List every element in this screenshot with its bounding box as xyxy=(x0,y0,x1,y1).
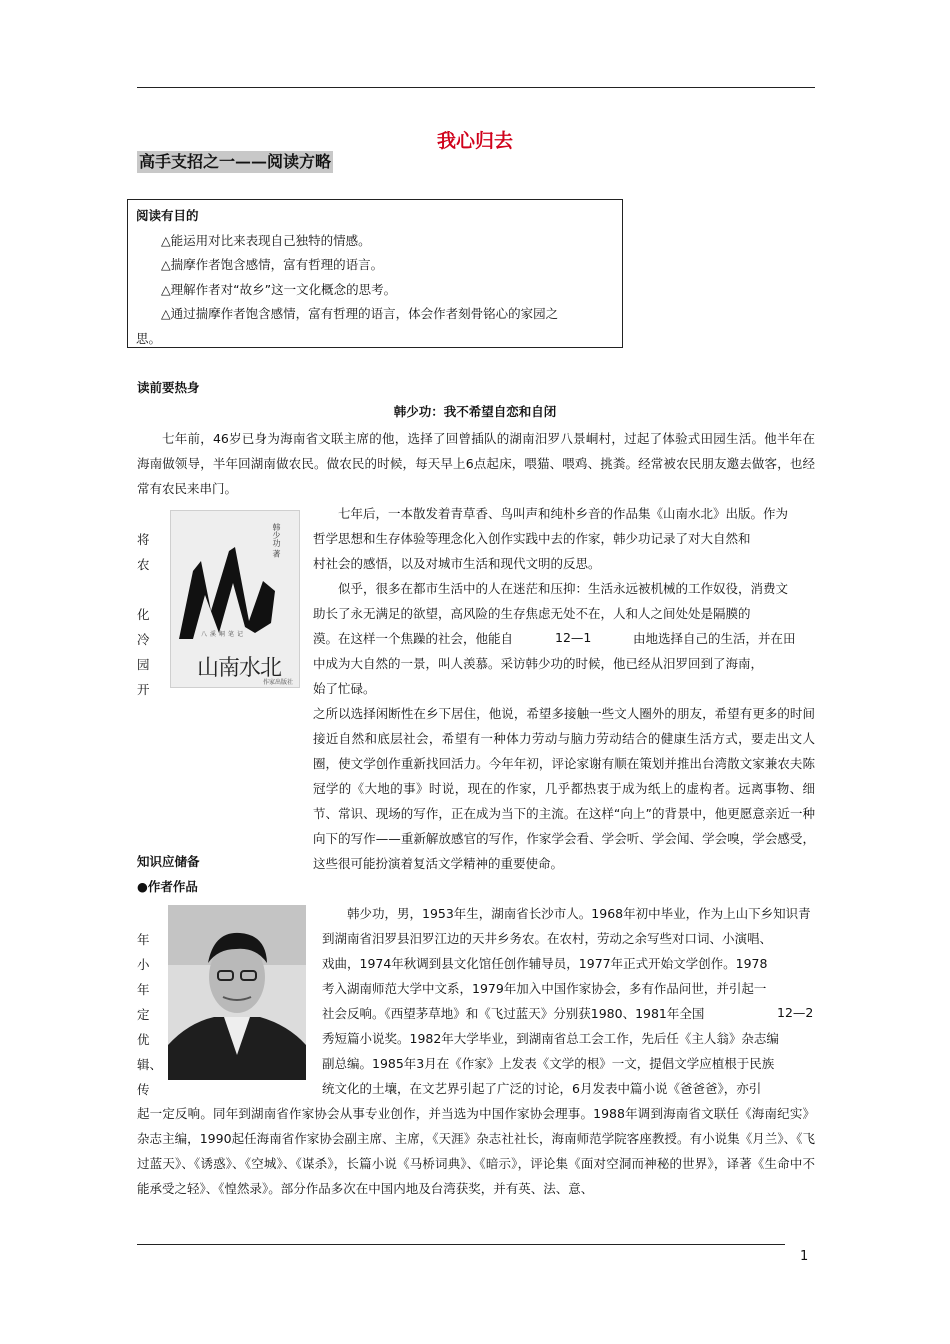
author-photo xyxy=(168,905,306,1080)
page-title: 我心归去 xyxy=(436,130,513,152)
margin-char: 辑、 xyxy=(137,1057,163,1072)
margin-char: 化 xyxy=(137,607,150,622)
paragraph-line: 村社会的感悟，以及对城市生活和现代文明的反思。 xyxy=(313,556,601,571)
portrait-icon xyxy=(168,905,306,1080)
goal-item: △揣摩作者饱含感情，富有哲理的语言。 xyxy=(161,257,384,272)
margin-char: 开 xyxy=(137,682,150,697)
paragraph-line: 助长了永无满足的欲望，高风险的生存焦虑无处不在，人和人之间处处是隔膜的 xyxy=(313,606,751,621)
bio-line: 副总编。1985年3月在《作家》上发表《文学的根》一文，提倡文学应植根于民族 xyxy=(322,1056,775,1071)
margin-char: 将 xyxy=(137,532,150,547)
margin-char: 传 xyxy=(137,1082,150,1097)
author-works-heading: ●作者作品 xyxy=(137,879,198,894)
goal-item: △理解作者对“故乡”这一文化概念的思考。 xyxy=(161,281,397,297)
margin-char: 定 xyxy=(137,1007,150,1022)
margin-char: 小 xyxy=(137,957,150,972)
book-cover-image xyxy=(170,510,300,688)
margin-char: 年 xyxy=(137,932,150,947)
book-publisher: 作家出版社 xyxy=(263,679,294,686)
article-subtitle: 韩少功：我不希望自恋和自闭 xyxy=(393,404,557,419)
bio-line: 统文化的土壤，在文艺界引起了广泛的讨论，6月发表中篇小说《爸爸爸》，亦引 xyxy=(322,1081,762,1096)
paragraph-line: 由地选择自己的生活，并在田 xyxy=(633,631,796,646)
paragraph-line: 似乎，很多在都市生活中的人在迷茫和压抑：生活永远被机械的工作奴役，消费文 xyxy=(338,581,789,596)
bio-line: 戏曲，1974年秋调到县文化馆任创作辅导员，1977年正式开始文学创作。1978 xyxy=(322,956,768,971)
paragraph-line: 七年后，一本散发着青草香、鸟叫声和纯朴乡音的作品集《山南水北》出版。作为 xyxy=(338,506,789,521)
paragraph-line: 漠。在这样一个焦躁的社会，他能自 xyxy=(313,631,514,646)
footer-rule xyxy=(137,1244,785,1245)
bio-line: 社会反响。《西望茅草地》和《飞过蓝天》分别获1980、1981年全国 xyxy=(322,1006,705,1021)
book-subtitle: 八溪峒笔记 xyxy=(201,631,247,638)
paragraph-line: 始了忙碌。 xyxy=(313,681,376,696)
reading-goals-heading: 阅读有目的 xyxy=(136,208,199,223)
bio-line: 考入湖南师范大学中文系，1979年加入中国作家协会，多有作品问世，并引起一 xyxy=(322,981,767,996)
bio-line: 韩少功，男，1953年生，湖南省长沙市人。1968年初中毕业，作为上山下乡知识青 xyxy=(347,906,811,921)
margin-char: 农 xyxy=(137,557,150,572)
knowledge-heading: 知识应储备 xyxy=(137,854,200,869)
header-rule xyxy=(137,87,815,88)
paragraph-text: 之所以选择闲断性在乡下居住，他说，希望多接触一些文人圈外的朋友，希望有更多的时间接近自然和底层社会，希望有一种体力劳动与脑力劳动结合的健康生活方式，要走出文人圈，使文学创作重新找回活力。今年年初，评论家谢有顺在策划并推出台湾散文家兼农夫陈冠学的《大地的事》时说，现在的作家，几乎都热衷于成为纸上的虚构者。远离事物、细节、常识、现场的写作，正在成为当下的主流。在这样“向上”的背景中，他更愿意亲近一种向下的写作——重新解放感官的写作，作家学会看、学会听、学会闻、学会嗅，学会感受，这些很可能扮演着复活文学精神的重要使命。 xyxy=(313,706,815,871)
bio-line: 秀短篇小说奖。1982年大学毕业，到湖南省总工会工作，先后任《主人翁》杂志编 xyxy=(322,1031,779,1046)
book-title: 山南水北 xyxy=(197,656,282,681)
paragraph-line: 哲学思想和生存体验等理念化入创作实践中去的作家，韩少功记录了对大自然和 xyxy=(313,531,751,546)
section-heading: 高手支招之一——阅读方略 xyxy=(139,152,332,171)
margin-char: 年 xyxy=(137,982,150,997)
bio-line: 到湖南省汨罗县汨罗江边的天井乡务农。在农村，劳动之余写些对口词、小演唱、 xyxy=(322,931,773,946)
warmup-heading: 读前要热身 xyxy=(137,380,200,395)
page-marker: 12—1 xyxy=(555,630,592,645)
paragraph xyxy=(313,701,815,876)
margin-char: 冷 xyxy=(137,632,150,647)
paragraph: 七年前，46岁已身为海南省文联主席的他，选择了回曾插队的湖南汨罗八景峒村，过起了体验式田园生活。他半年在海南做领导，半年回湖南做农民。做农民的时候，每天早上6点起床，喂猫、喂鸡、挑粪。经常被农民朋友邀去做客，也经常有农民来串门。 xyxy=(137,431,815,496)
reading-goals-box xyxy=(127,199,623,348)
goal-item-wrap: 思。 xyxy=(136,330,162,346)
page-marker: 12—2 xyxy=(777,1005,814,1020)
page-number: 1 xyxy=(800,1249,809,1264)
margin-char: 园 xyxy=(137,657,150,672)
goal-item: △通过揣摩作者饱含感情，富有哲理的语言，体会作者刻骨铭心的家园之 xyxy=(161,306,559,321)
bio-paragraph: 起一定反响。同年到湖南省作家协会从事专业创作，并当选为中国作家协会理事。1988年调到海南省文联任《海南纪实》杂志主编，1990起任海南省作家协会副主席、主席，《天涯》杂志社社长，海南师范学院客座教授。有小说集《月兰》、《飞过蓝天》、《诱惑》、《空城》、《谋杀》，长篇小说《马桥词典》、《暗示》，评论集《面对空洞而神秘的世界》，译著《生命中不能承受之轻》、《惶然录》。部分作品多次在中国内地及台湾获奖，并有英、法、意、 xyxy=(137,1106,815,1196)
book-author: 韩少功 著 xyxy=(272,523,281,558)
goal-item: △能运用对比来表现自己独特的情感。 xyxy=(161,232,371,248)
paragraph-line: 中成为大自然的一景，叫人羡慕。采访韩少功的时候，他已经从汨罗回到了海南， xyxy=(313,656,764,671)
margin-char: 优 xyxy=(137,1032,150,1047)
